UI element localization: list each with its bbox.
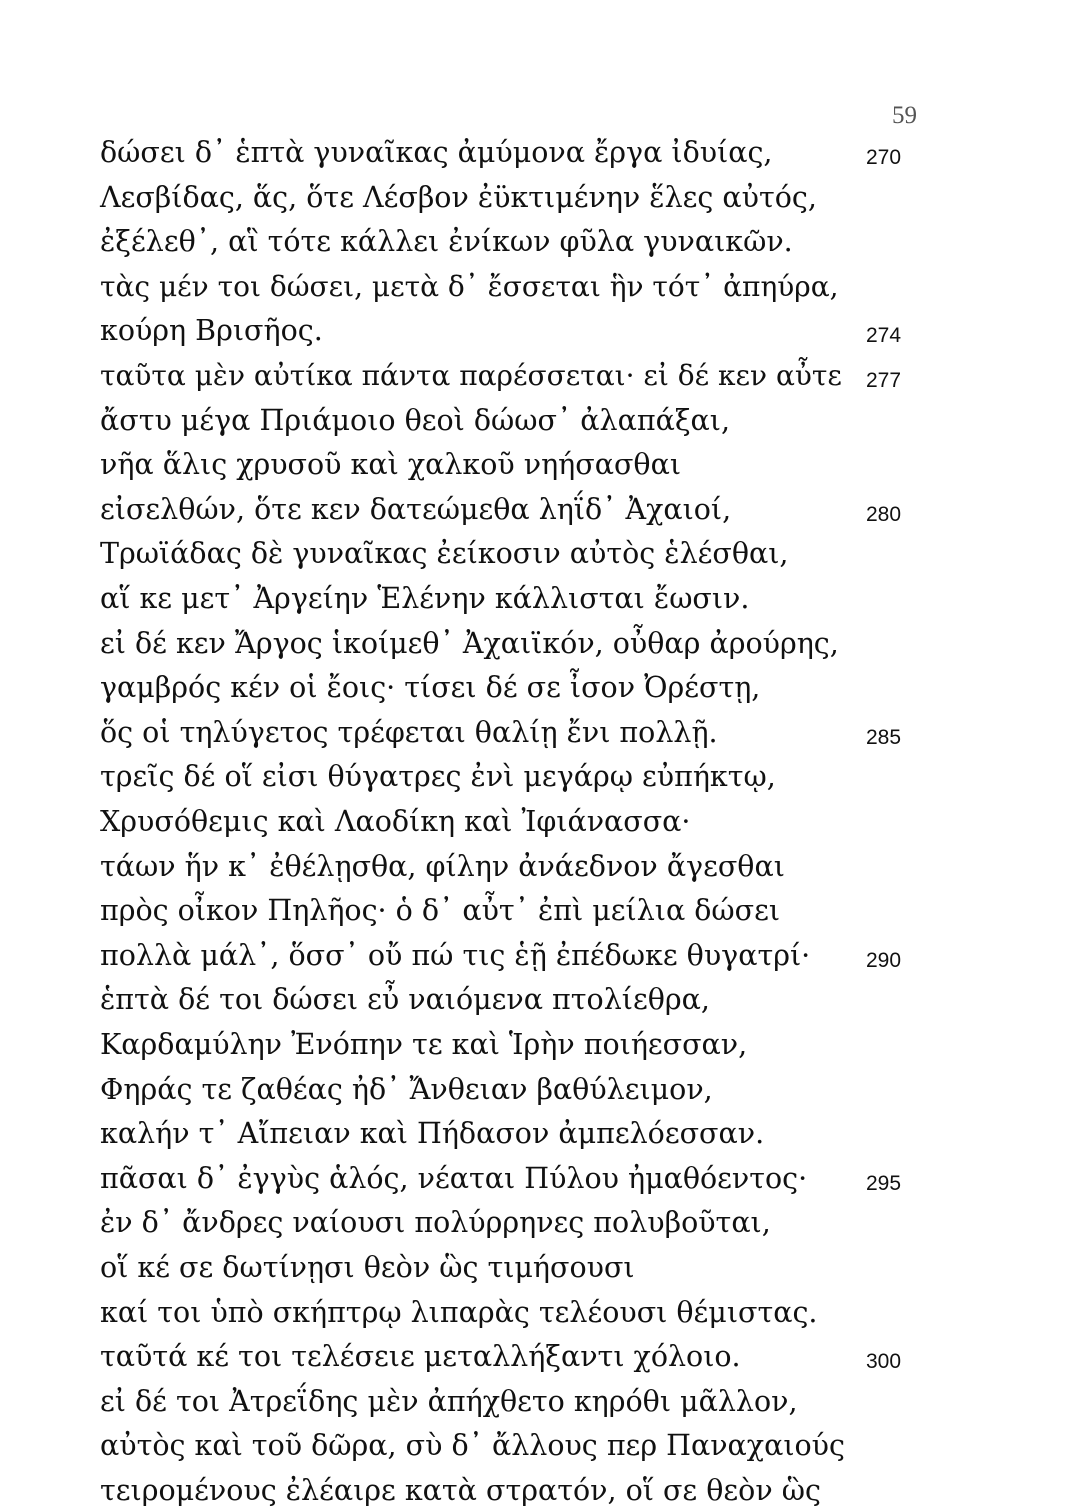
page-number: 59 xyxy=(892,102,917,129)
verse-line xyxy=(0,757,1074,797)
verse-line xyxy=(0,1248,1074,1288)
verse-line xyxy=(0,1203,1074,1243)
verse-line xyxy=(0,1382,1074,1422)
verse-line-text: πρὸς οἶκον Πηλῆος· ὁ δ᾽ αὖτ᾽ ἐπὶ μείλια δώσει xyxy=(100,894,781,928)
verse-line-text: τειρομένους ἐλέαιρε κατὰ στρατόν, οἵ σε θεὸν ὣς xyxy=(100,1474,821,1507)
verse-line xyxy=(0,401,1074,441)
verse-line xyxy=(0,802,1074,842)
verse-line-text: ἐν δ᾽ ἄνδρες ναίουσι πολύρρηνες πολυβοῦται, xyxy=(100,1206,771,1240)
verse-line-text: οἵ κέ σε δωτίνῃσι θεὸν ὣς τιμήσουσι xyxy=(100,1251,635,1284)
verse-line xyxy=(0,980,1074,1020)
line-number: 300 xyxy=(866,1350,902,1374)
verse-line-text: δώσει δ᾽ ἑπτὰ γυναῖκας ἀμύμονα ἔργα ἰδυίας, xyxy=(100,136,773,169)
verse-line-text: Καρδαμύλην Ἐνόπην τε καὶ Ἱρὴν ποιήεσσαν, xyxy=(100,1028,748,1061)
verse-line-text: ἄστυ μέγα Πριάμοιο θεοὶ δώωσ᾽ ἀλαπάξαι, xyxy=(100,403,731,437)
verse-line-text: κούρη Βρισῆος. xyxy=(100,314,323,348)
verse-line xyxy=(0,847,1074,887)
verse-line-text: Φηράς τε ζαθέας ἠδ᾽ Ἄνθειαν βαθύλειμον, xyxy=(100,1072,713,1106)
verse-line xyxy=(0,1337,1074,1377)
verse-line-text: νῆα ἅλις χρυσοῦ καὶ χαλκοῦ νηήσασθαι xyxy=(100,448,681,482)
verse-line-text: τρεῖς δέ οἵ εἰσι θύγατρες ἐνὶ μεγάρῳ εὐπήκτῳ, xyxy=(100,760,776,794)
verse-line xyxy=(0,445,1074,485)
verse-line-text: εἰ δέ τοι Ἀτρεΐδης μὲν ἀπήχθετο κηρόθι μᾶλλον, xyxy=(100,1384,798,1418)
verse-line xyxy=(0,133,1074,173)
verse-line xyxy=(0,534,1074,574)
verse-line-text: ἐξέλεθ᾽, αἳ τότε κάλλει ἐνίκων φῦλα γυναικῶν. xyxy=(100,225,793,259)
verse-line-text: αἵ κε μετ᾽ Ἀργείην Ἑλένην κάλλισται ἔωσιν. xyxy=(100,582,750,615)
verse-line xyxy=(0,891,1074,931)
verse-line-text: πολλὰ μάλ᾽, ὅσσ᾽ οὔ πώ τις ἑῇ ἐπέδωκε θυγατρί· xyxy=(100,938,811,972)
verse-line-text: ὅς οἱ τηλύγετος τρέφεται θαλίῃ ἔνι πολλῇ. xyxy=(100,715,718,749)
verse-line-text: καλήν τ᾽ Αἴπειαν καὶ Πήδασον ἀμπελόεσσαν. xyxy=(100,1117,765,1151)
line-number: 280 xyxy=(866,502,902,526)
verse-line xyxy=(0,579,1074,619)
verse-line xyxy=(0,1070,1074,1110)
verse-line xyxy=(0,1159,1074,1199)
verse-line xyxy=(0,713,1074,753)
verse-line-text: ταῦτά κέ τοι τελέσειε μεταλλήξαντι χόλοιο. xyxy=(100,1340,741,1374)
verse-line-text: Τρωϊάδας δὲ γυναῖκας ἐείκοσιν αὐτὸς ἑλέσθαι, xyxy=(100,537,789,571)
verse-line-text: πᾶσαι δ᾽ ἐγγὺς ἁλός, νέαται Πύλου ἠμαθόεντος· xyxy=(100,1161,808,1195)
verse-line xyxy=(0,267,1074,307)
verse-line xyxy=(0,936,1074,976)
verse-line xyxy=(0,668,1074,708)
verse-line-text: τὰς μέν τοι δώσει, μετὰ δ᾽ ἔσσεται ἣν τότ᾽ ἀπηύρα, xyxy=(100,269,839,303)
verse-line xyxy=(0,490,1074,530)
verse-line xyxy=(0,178,1074,218)
verse-line-text: ταῦτα μὲν αὐτίκα πάντα παρέσσεται· εἰ δέ κεν αὖτε xyxy=(100,359,842,392)
line-number: 274 xyxy=(866,324,902,348)
verse-line xyxy=(0,356,1074,396)
line-number: 295 xyxy=(866,1171,902,1195)
verse-line-text: ἑπτὰ δέ τοι δώσει εὖ ναιόμενα πτολίεθρα, xyxy=(100,983,710,1017)
verse-line-text: Λεσβίδας, ἅς, ὅτε Λέσβον ἐϋκτιμένην ἕλες αὐτός, xyxy=(100,180,817,214)
verse-line xyxy=(0,1114,1074,1154)
verse-line xyxy=(0,624,1074,664)
verse-line-text: Χρυσόθεμις καὶ Λαοδίκη καὶ Ἰφιάνασσα· xyxy=(100,805,691,838)
line-number: 290 xyxy=(866,948,902,972)
verse-line-text: αὐτὸς καὶ τοῦ δῶρα, σὺ δ᾽ ἄλλους περ Παναχαιούς xyxy=(100,1429,845,1463)
line-number: 285 xyxy=(866,725,902,749)
verse-line xyxy=(0,311,1074,351)
verse-line xyxy=(0,1293,1074,1333)
verse-line xyxy=(0,1025,1074,1065)
verse-line xyxy=(0,222,1074,262)
verse-line-text: εἰ δέ κεν Ἄργος ἱκοίμεθ᾽ Ἀχαιϊκόν, οὖθαρ ἀρούρης, xyxy=(100,626,839,660)
line-number: 277 xyxy=(866,369,902,392)
verse-line xyxy=(0,1426,1074,1466)
verse-line-text: καί τοι ὑπὸ σκήπτρῳ λιπαρὰς τελέουσι θέμιστας. xyxy=(100,1295,818,1329)
verse-line xyxy=(0,1471,1074,1511)
line-number: 270 xyxy=(866,146,902,169)
verse-line-text: τάων ἥν κ᾽ ἐθέλῃσθα, φίλην ἀνάεδνον ἄγεσθαι xyxy=(100,849,785,883)
verse-line-text: εἰσελθών, ὅτε κεν δατεώμεθα ληΐδ᾽ Ἀχαιοί, xyxy=(100,492,732,526)
verse-line-text: γαμβρός κέν οἱ ἔοις· τίσει δέ σε ἶσον Ὀρέστῃ, xyxy=(100,671,761,705)
